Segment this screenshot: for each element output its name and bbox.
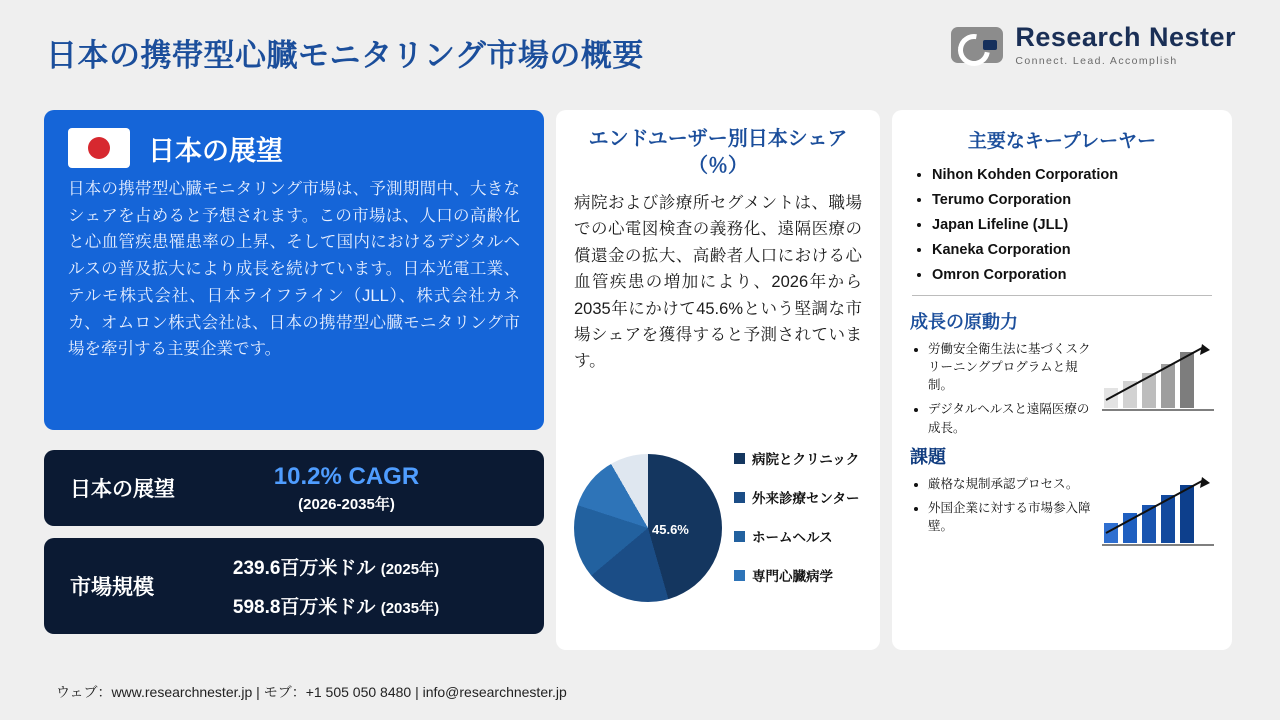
challenges-title: 課題 xyxy=(910,446,946,467)
list-item: • Terumo Corporation xyxy=(932,192,1214,208)
legend-swatch-icon xyxy=(734,531,745,542)
outlook-header xyxy=(68,128,520,168)
pie-legend xyxy=(734,448,859,604)
drivers-title: 成長の原動力 xyxy=(910,312,1018,332)
japan-flag-icon xyxy=(68,128,130,168)
market-size-2035-value: 598.8百万米ドル xyxy=(232,597,376,618)
legend-label: 専門心臓病学 xyxy=(752,569,833,584)
list-item: • Kaneka Corporation xyxy=(932,242,1214,258)
growth-bar-chart-icon xyxy=(1102,340,1214,414)
pie-chart xyxy=(574,448,862,638)
list-item: • 外国企業に対する市場参入障壁。 xyxy=(928,499,1096,535)
legend-item xyxy=(734,487,859,507)
drivers-section xyxy=(910,334,1214,443)
market-size-2035-year: (2035年) xyxy=(380,600,440,617)
list-item: • Nihon Kohden Corporation xyxy=(932,167,1214,183)
outlook-body: 日本の携帯型心臓モニタリング市場は、予測期間中、大きなシェアを占めると予想されます。この市場は、人口の高齢化と心血管疾患罹患率の上昇、そして国内におけるデジタルヘルスの普及拡大により成長を続けています。日本光電工業、テルモ株式会社、日本ライフライン（JLL）、株式会社カネカ、オムロン株式会社は、日本の携帯型心臓モニタリング市場を牽引する主要企業です。 xyxy=(68,180,520,359)
market-size-card xyxy=(44,538,544,634)
logo-name: Research Nester xyxy=(1015,22,1236,52)
players-card xyxy=(892,110,1232,650)
page-title: 日本の携帯型心臓モニタリング市場の概要 xyxy=(46,38,644,73)
cagr-period: (2026-2035年) xyxy=(298,495,395,513)
list-item: • Japan Lifeline (JLL) xyxy=(932,217,1214,233)
challenges-list xyxy=(928,475,1096,535)
list-item: • Omron Corporation xyxy=(932,267,1214,283)
list-item: • 労働安全衛生法に基づくスクリーニングプログラムと規制。 xyxy=(928,340,1096,394)
legend-swatch-icon xyxy=(734,453,745,464)
market-size-label: 市場規模 xyxy=(70,576,154,599)
logo-mark-icon xyxy=(951,27,1003,63)
cagr-stat-card xyxy=(44,450,544,526)
legend-label: 病院とクリニック xyxy=(752,452,860,467)
market-size-2025-value: 239.6百万米ドル xyxy=(232,558,376,579)
legend-label: ホームヘルス xyxy=(752,530,833,545)
players-title: 主要なキープレーヤー xyxy=(967,131,1157,152)
challenges-bar-chart-icon xyxy=(1102,475,1214,549)
list-item: • 厳格な規制承認プロセス。 xyxy=(928,475,1096,493)
market-size-2035 xyxy=(154,592,518,619)
divider xyxy=(912,295,1212,296)
market-size-2025-year: (2025年) xyxy=(380,561,440,578)
share-card-body: 病院および診療所セグメントは、職場での心電図検査の義務化、遠隔医療の償還金の拡大、高齢者人口における心血管疾患の増加により、2026年から2035年にかけて45.6%という堅調な市場シェアを獲得すると予測されています。 xyxy=(574,194,862,371)
market-size-2025 xyxy=(154,553,518,580)
logo-tagline: Connect. Lead. Accomplish xyxy=(1015,55,1178,67)
outlook-card xyxy=(44,110,544,430)
drivers-list xyxy=(928,340,1096,437)
list-item: • デジタルヘルスと遠隔医療の成長。 xyxy=(928,400,1096,436)
pie-data-label: 45.6% xyxy=(652,522,689,537)
cagr-value: 10.2% CAGR xyxy=(273,462,420,490)
outlook-title: 日本の展望 xyxy=(148,135,283,166)
brand-logo xyxy=(951,24,1236,67)
players-list xyxy=(916,167,1214,283)
cagr-label: 日本の展望 xyxy=(70,478,175,501)
footer-contact: ウェブ：www.researchnester.jp | モブ：+1 505 050 8480 | info@researchnester.jp xyxy=(56,684,567,700)
legend-item xyxy=(734,565,859,585)
legend-label: 外来診療センター xyxy=(752,491,860,506)
legend-swatch-icon xyxy=(734,492,745,503)
challenges-section xyxy=(910,469,1214,549)
pie-graphic xyxy=(574,454,722,602)
share-card xyxy=(556,110,880,650)
share-card-title: エンドユーザー別日本シェア（％） xyxy=(588,128,848,177)
legend-swatch-icon xyxy=(734,570,745,581)
legend-item xyxy=(734,526,859,546)
legend-item xyxy=(734,448,859,468)
